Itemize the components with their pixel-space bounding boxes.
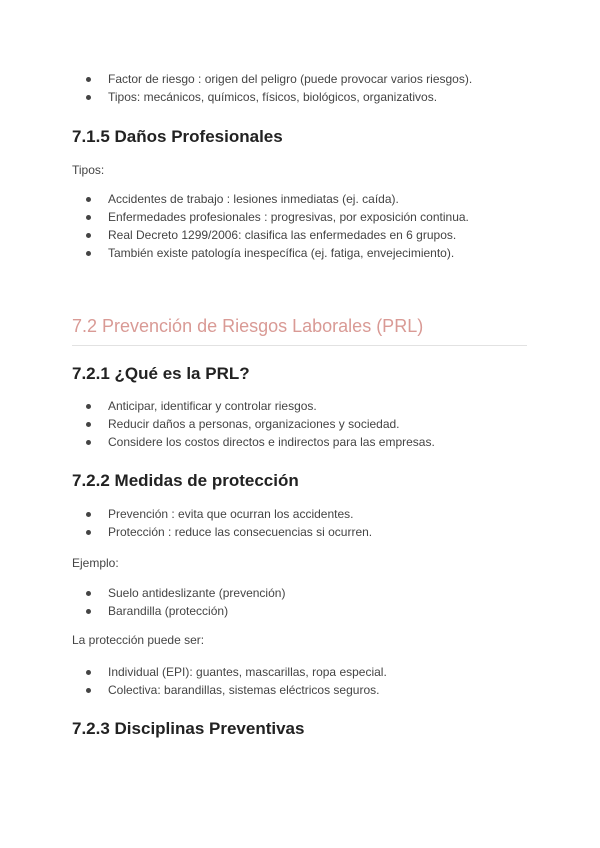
section-divider [72, 345, 527, 346]
heading-7-2-1: 7.2.1 ¿Qué es la PRL? [72, 364, 250, 383]
paragraph-proteccion: La protección puede ser: [72, 633, 205, 647]
list-item: Reducir daños a personas, organizaciones y sociedad. [88, 415, 435, 433]
bullet-icon [86, 95, 91, 100]
list-item: Considere los costos directos e indirectos para las empresas. [88, 433, 435, 451]
bullet-icon [86, 215, 91, 220]
paragraph-ejemplo: Ejemplo: [72, 556, 119, 570]
list-item: Barandilla (protección) [88, 602, 285, 620]
bullet-list-prl [88, 397, 435, 451]
bullet-icon [86, 512, 91, 517]
bullet-icon [86, 404, 91, 409]
list-item: Enfermedades profesionales : progresivas, por exposición continua. [88, 208, 469, 226]
list-item: Accidentes de trabajo : lesiones inmediatas (ej. caída). [88, 190, 469, 208]
bullet-icon [86, 422, 91, 427]
bullet-icon [86, 233, 91, 238]
bullet-icon [86, 591, 91, 596]
bullet-icon [86, 609, 91, 614]
bullet-icon [86, 670, 91, 675]
bullet-list-risk-factors [88, 70, 472, 106]
bullet-icon [86, 197, 91, 202]
list-item: Real Decreto 1299/2006: clasifica las enfermedades en 6 grupos. [88, 226, 469, 244]
list-item: Tipos: mecánicos, químicos, físicos, biológicos, organizativos. [88, 88, 472, 106]
list-item: Protección : reduce las consecuencias si ocurren. [88, 523, 372, 541]
bullet-list-danos [88, 190, 469, 262]
list-item: También existe patología inespecífica (ej. fatiga, envejecimiento). [88, 244, 469, 262]
list-item: Individual (EPI): guantes, mascarillas, ropa especial. [88, 663, 387, 681]
heading-7-2-3: 7.2.3 Disciplinas Preventivas [72, 719, 305, 738]
heading-7-2-2: 7.2.2 Medidas de protección [72, 471, 299, 490]
bullet-icon [86, 440, 91, 445]
bullet-list-ejemplo [88, 584, 285, 620]
list-item: Anticipar, identificar y controlar riesgos. [88, 397, 435, 415]
list-item: Colectiva: barandillas, sistemas eléctricos seguros. [88, 681, 387, 699]
heading-7-2: 7.2 Prevención de Riesgos Laborales (PRL) [72, 316, 424, 336]
bullet-list-medidas [88, 505, 372, 541]
paragraph-tipos: Tipos: [72, 163, 105, 177]
bullet-list-proteccion [88, 663, 387, 699]
bullet-icon [86, 251, 91, 256]
heading-7-1-5: 7.1.5 Daños Profesionales [72, 127, 283, 146]
bullet-icon [86, 77, 91, 82]
bullet-icon [86, 688, 91, 693]
list-item: Prevención : evita que ocurran los accidentes. [88, 505, 372, 523]
list-item: Suelo antideslizante (prevención) [88, 584, 285, 602]
bullet-icon [86, 530, 91, 535]
list-item: Factor de riesgo : origen del peligro (puede provocar varios riesgos). [88, 70, 472, 88]
